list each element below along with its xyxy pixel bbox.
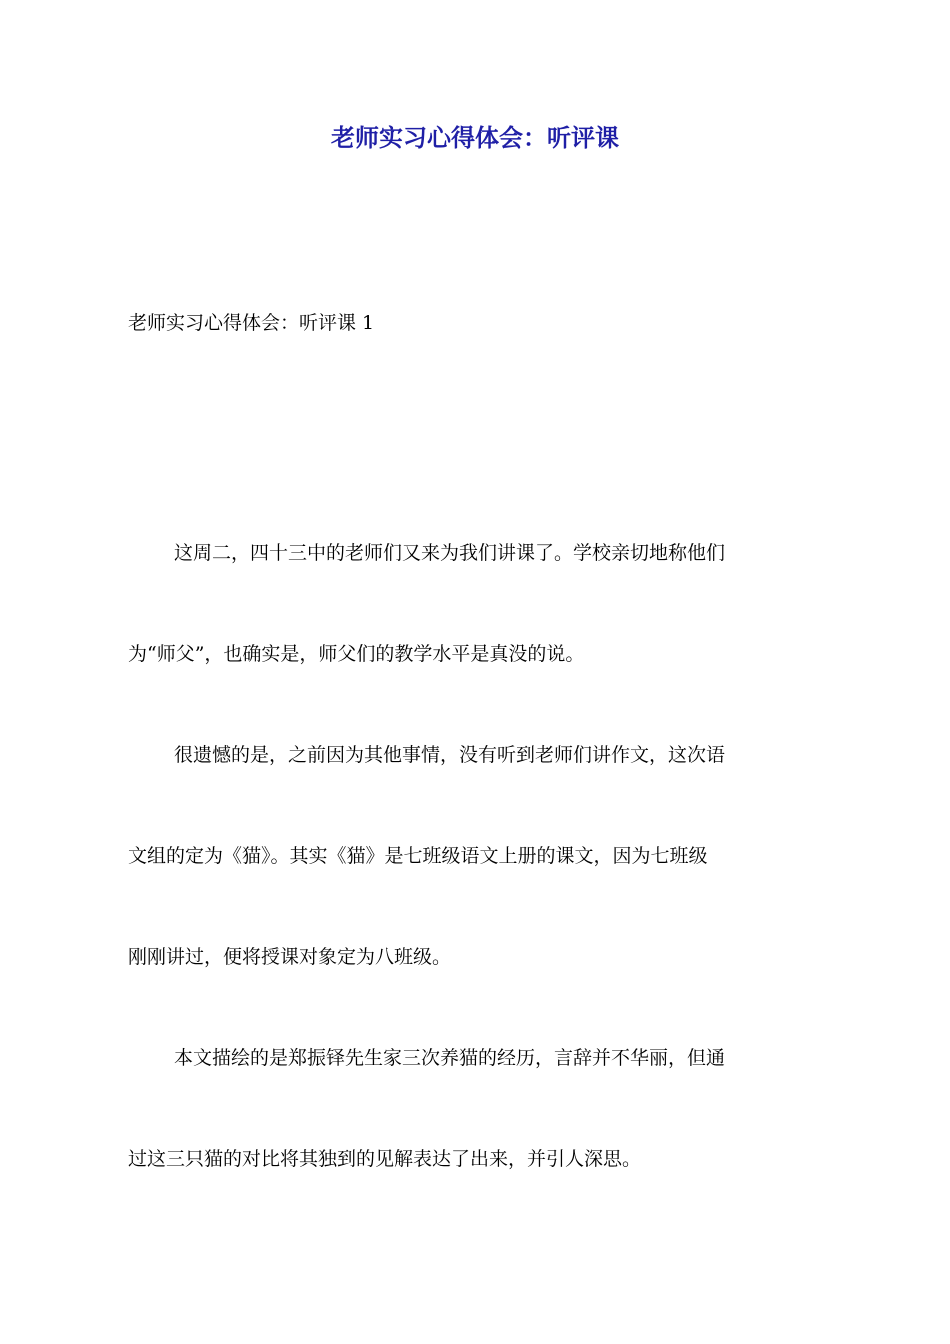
paragraph-line: 很遗憾的是，之前因为其他事情，没有听到老师们讲作文，这次语 [174, 744, 726, 766]
paragraph-3 [128, 1008, 822, 1210]
document-title: 老师实习心得体会：听评课 [331, 124, 619, 152]
paragraph-line: 过这三只猫的对比将其独到的见解表达了出来，并引人深思。 [128, 1148, 642, 1170]
paragraph-2 [128, 705, 822, 1008]
section-heading: 老师实习心得体会：听评课 1 [128, 312, 375, 334]
paragraph-line: 为“师父”，也确实是，师父们的教学水平是真没的说。 [128, 643, 585, 665]
paragraph-line: 刚刚讲过，便将授课对象定为八班级。 [128, 946, 452, 968]
paragraph-line: 这周二，四十三中的老师们又来为我们讲课了。学校亲切地称他们 [174, 542, 726, 564]
paragraph-1 [128, 503, 822, 705]
paragraph-line: 本文描绘的是郑振铎先生家三次养猫的经历，言辞并不华丽，但通 [174, 1047, 726, 1069]
document-body [128, 503, 822, 1210]
paragraph-line: 文组的定为《猫》。其实《猫》是七班级语文上册的课文，因为七班级 [128, 845, 708, 867]
